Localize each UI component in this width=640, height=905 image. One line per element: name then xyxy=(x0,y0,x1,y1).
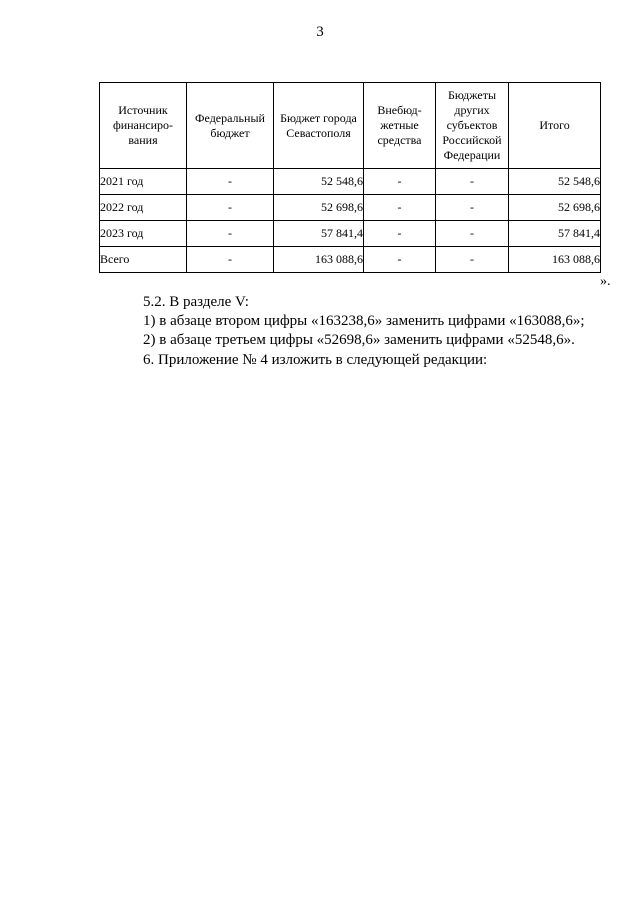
cell-total: 52 548,6 xyxy=(509,169,601,195)
table-row xyxy=(100,169,601,195)
header-federal: Федеральный бюджет xyxy=(187,83,274,169)
cell-extra: - xyxy=(364,247,436,273)
header-total: Итого xyxy=(509,83,601,169)
cell-city: 52 548,6 xyxy=(274,169,364,195)
cell-other: - xyxy=(436,195,509,221)
cell-total: 52 698,6 xyxy=(509,195,601,221)
cell-extra: - xyxy=(364,195,436,221)
cell-federal: - xyxy=(187,221,274,247)
row-label: Всего xyxy=(100,247,187,273)
row-label: 2023 год xyxy=(100,221,187,247)
cell-total: 57 841,4 xyxy=(509,221,601,247)
cell-federal: - xyxy=(187,169,274,195)
header-source: Источник финансиро-вания xyxy=(100,83,187,169)
cell-other: - xyxy=(436,247,509,273)
paragraph-section-5-2: 5.2. В разделе V: xyxy=(143,294,249,310)
paragraph-section-6: 6. Приложение № 4 изложить в следующей редакции: xyxy=(143,352,488,368)
table-header-row xyxy=(100,83,601,169)
header-extrabudgetary: Внебюд-жетные средства xyxy=(364,83,436,169)
table-row xyxy=(100,221,601,247)
table-row xyxy=(100,195,601,221)
row-label: 2022 год xyxy=(100,195,187,221)
cell-federal: - xyxy=(187,195,274,221)
cell-total: 163 088,6 xyxy=(509,247,601,273)
closing-quote: ». xyxy=(600,274,611,289)
cell-extra: - xyxy=(364,169,436,195)
header-city-budget: Бюджет города Севастополя xyxy=(274,83,364,169)
cell-city: 163 088,6 xyxy=(274,247,364,273)
page-number: 3 xyxy=(316,24,324,40)
cell-city: 52 698,6 xyxy=(274,195,364,221)
cell-city: 57 841,4 xyxy=(274,221,364,247)
cell-other: - xyxy=(436,169,509,195)
cell-extra: - xyxy=(364,221,436,247)
paragraph-item-1: 1) в абзаце втором цифры «163238,6» заменить цифрами «163088,6»; xyxy=(143,313,585,329)
header-other-subjects: Бюджеты других субъектов Российской Федерации xyxy=(436,83,509,169)
row-label: 2021 год xyxy=(100,169,187,195)
paragraph-item-2: 2) в абзаце третьем цифры «52698,6» заменить цифрами «52548,6». xyxy=(143,332,575,348)
cell-other: - xyxy=(436,221,509,247)
financing-table xyxy=(99,82,601,273)
table-row-total xyxy=(100,247,601,273)
cell-federal: - xyxy=(187,247,274,273)
